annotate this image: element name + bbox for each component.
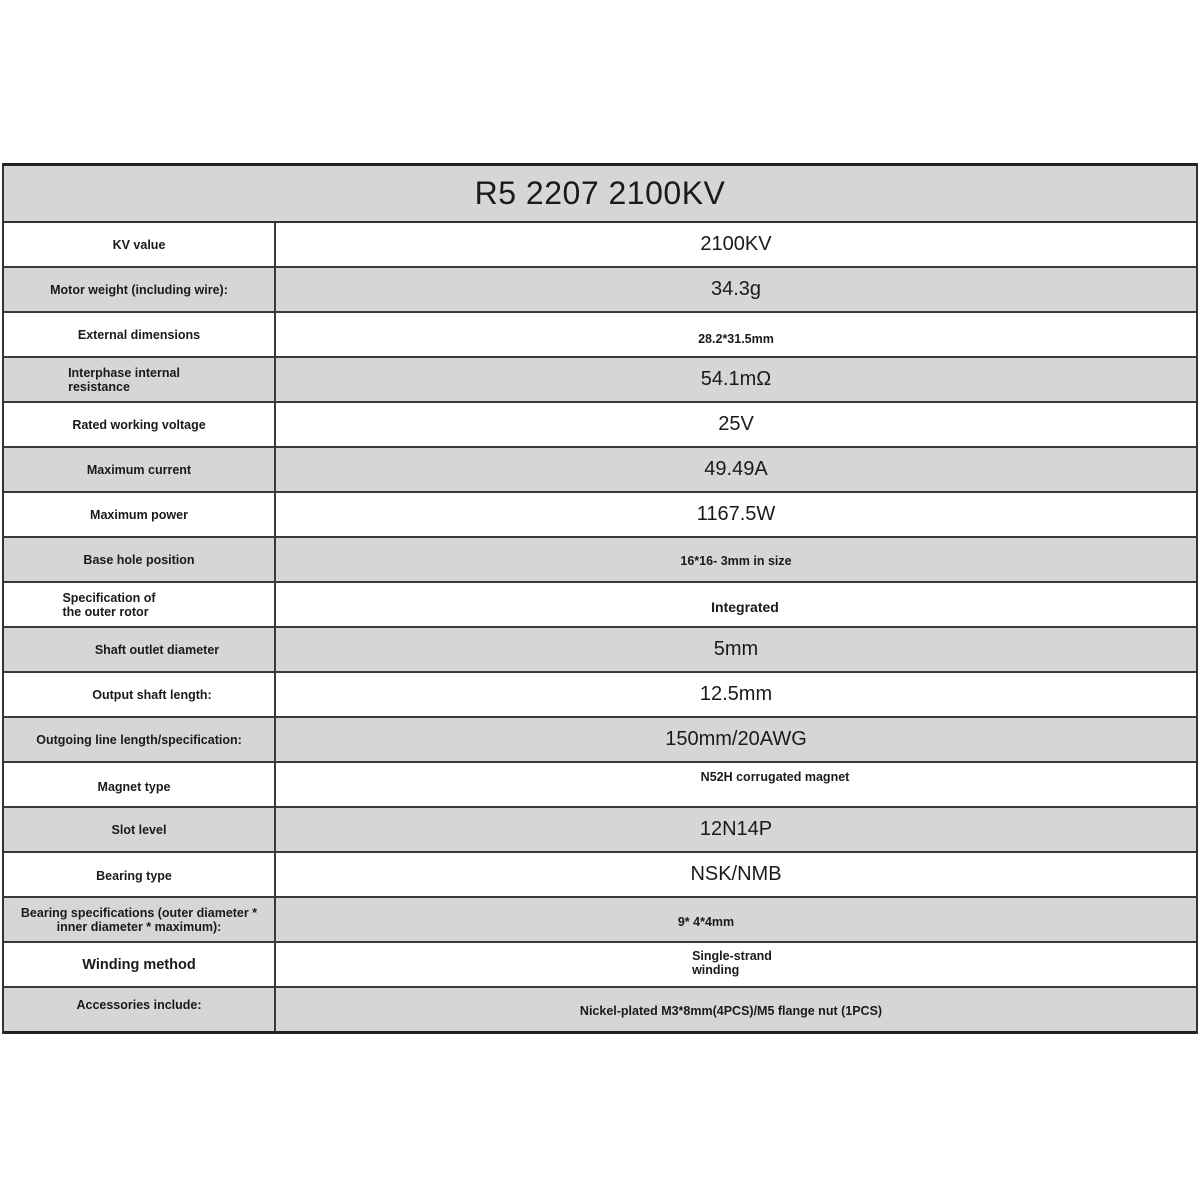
label-cell xyxy=(4,808,276,851)
row-label: External dimensions xyxy=(77,327,201,342)
row-value: N52H corrugated magnet xyxy=(700,770,850,784)
row-value: 9* 4*4mm xyxy=(677,914,735,929)
table-row-bearing-specifications xyxy=(4,898,1196,943)
row-label: Magnet type xyxy=(97,779,171,794)
table-row-shaft-outlet-diameter xyxy=(4,628,1196,673)
value-cell xyxy=(276,808,1196,851)
label-cell xyxy=(4,718,276,761)
row-value: 16*16- 3mm in size xyxy=(680,553,792,568)
value-cell xyxy=(276,493,1196,536)
table-row-outer-rotor xyxy=(4,583,1196,628)
row-value: 54.1mΩ xyxy=(700,368,772,390)
label-cell xyxy=(4,538,276,581)
label-cell xyxy=(4,898,276,941)
label-cell xyxy=(4,943,276,986)
value-cell xyxy=(276,853,1196,896)
page-title: R5 2207 2100KV xyxy=(474,175,726,211)
value-cell xyxy=(276,358,1196,401)
row-label: Output shaft length: xyxy=(92,687,212,702)
table-row-rated-voltage xyxy=(4,403,1196,448)
row-value: 1167.5W xyxy=(696,503,776,525)
label-cell xyxy=(4,358,276,401)
value-cell xyxy=(276,898,1196,941)
label-cell xyxy=(4,493,276,536)
label-cell xyxy=(4,988,276,1031)
row-value: Integrated xyxy=(711,598,779,615)
row-label: Bearing type xyxy=(96,868,172,883)
label-cell xyxy=(4,583,276,626)
value-cell xyxy=(276,223,1196,266)
table-row-kv-value xyxy=(4,223,1196,268)
row-label: Rated working voltage xyxy=(72,417,206,432)
value-cell xyxy=(276,718,1196,761)
row-label: KV value xyxy=(112,237,166,252)
row-value: 12.5mm xyxy=(699,683,773,705)
spec-table xyxy=(2,163,1198,1034)
value-cell xyxy=(276,763,1196,806)
table-row-bearing-type xyxy=(4,853,1196,898)
table-bottom-rule xyxy=(4,1031,1196,1034)
table-row-base-hole-position xyxy=(4,538,1196,583)
table-row-interphase-resistance xyxy=(4,358,1196,403)
value-cell xyxy=(276,673,1196,716)
row-value: Single-strand winding xyxy=(692,948,772,977)
value-cell xyxy=(276,268,1196,311)
row-label: Maximum power xyxy=(90,507,188,522)
value-cell xyxy=(276,583,1196,626)
label-cell xyxy=(4,448,276,491)
title-row xyxy=(4,166,1196,223)
table-row-accessories xyxy=(4,988,1196,1031)
row-label: Shaft outlet diameter xyxy=(94,642,220,657)
row-label: Motor weight (including wire): xyxy=(50,282,228,297)
row-value: 34.3g xyxy=(710,278,762,300)
table-row-external-dimensions xyxy=(4,313,1196,358)
table-row-maximum-power xyxy=(4,493,1196,538)
row-label: Base hole position xyxy=(83,552,195,567)
row-value: NSK/NMB xyxy=(690,863,782,885)
table-row-motor-weight xyxy=(4,268,1196,313)
table-row-winding-method xyxy=(4,943,1196,988)
row-label: Accessories include: xyxy=(76,998,202,1012)
row-value: 25V xyxy=(718,413,754,435)
table-row-outgoing-line xyxy=(4,718,1196,763)
label-cell xyxy=(4,673,276,716)
row-label: Slot level xyxy=(111,822,167,837)
row-value: 49.49A xyxy=(704,458,768,480)
row-value: 28.2*31.5mm xyxy=(698,331,774,346)
table-row-slot-level xyxy=(4,808,1196,853)
label-cell xyxy=(4,268,276,311)
label-cell xyxy=(4,313,276,356)
label-cell xyxy=(4,223,276,266)
value-cell xyxy=(276,943,1196,986)
label-cell xyxy=(4,628,276,671)
label-cell xyxy=(4,763,276,806)
row-value: 12N14P xyxy=(699,818,773,840)
value-cell xyxy=(276,448,1196,491)
value-cell xyxy=(276,988,1196,1031)
table-row-magnet-type xyxy=(4,763,1196,808)
row-value: 150mm/20AWG xyxy=(665,728,807,750)
label-cell xyxy=(4,853,276,896)
value-cell xyxy=(276,313,1196,356)
row-label: Winding method xyxy=(82,956,196,973)
row-value: 2100KV xyxy=(700,233,772,255)
table-row-maximum-current xyxy=(4,448,1196,493)
value-cell xyxy=(276,538,1196,581)
row-label: Interphase internal resistance xyxy=(68,365,180,394)
row-label: Bearing specifications (outer diameter * inner diameter * maximum): xyxy=(20,905,258,934)
value-cell xyxy=(276,403,1196,446)
label-cell xyxy=(4,403,276,446)
row-label: Outgoing line length/specification: xyxy=(36,732,242,747)
row-label: Maximum current xyxy=(86,462,192,477)
value-cell xyxy=(276,628,1196,671)
row-label: Specification of the outer rotor xyxy=(62,590,156,619)
row-value: Nickel-plated M3*8mm(4PCS)/M5 flange nut (1PCS) xyxy=(579,1003,883,1018)
table-row-output-shaft-length xyxy=(4,673,1196,718)
row-value: 5mm xyxy=(713,638,759,660)
